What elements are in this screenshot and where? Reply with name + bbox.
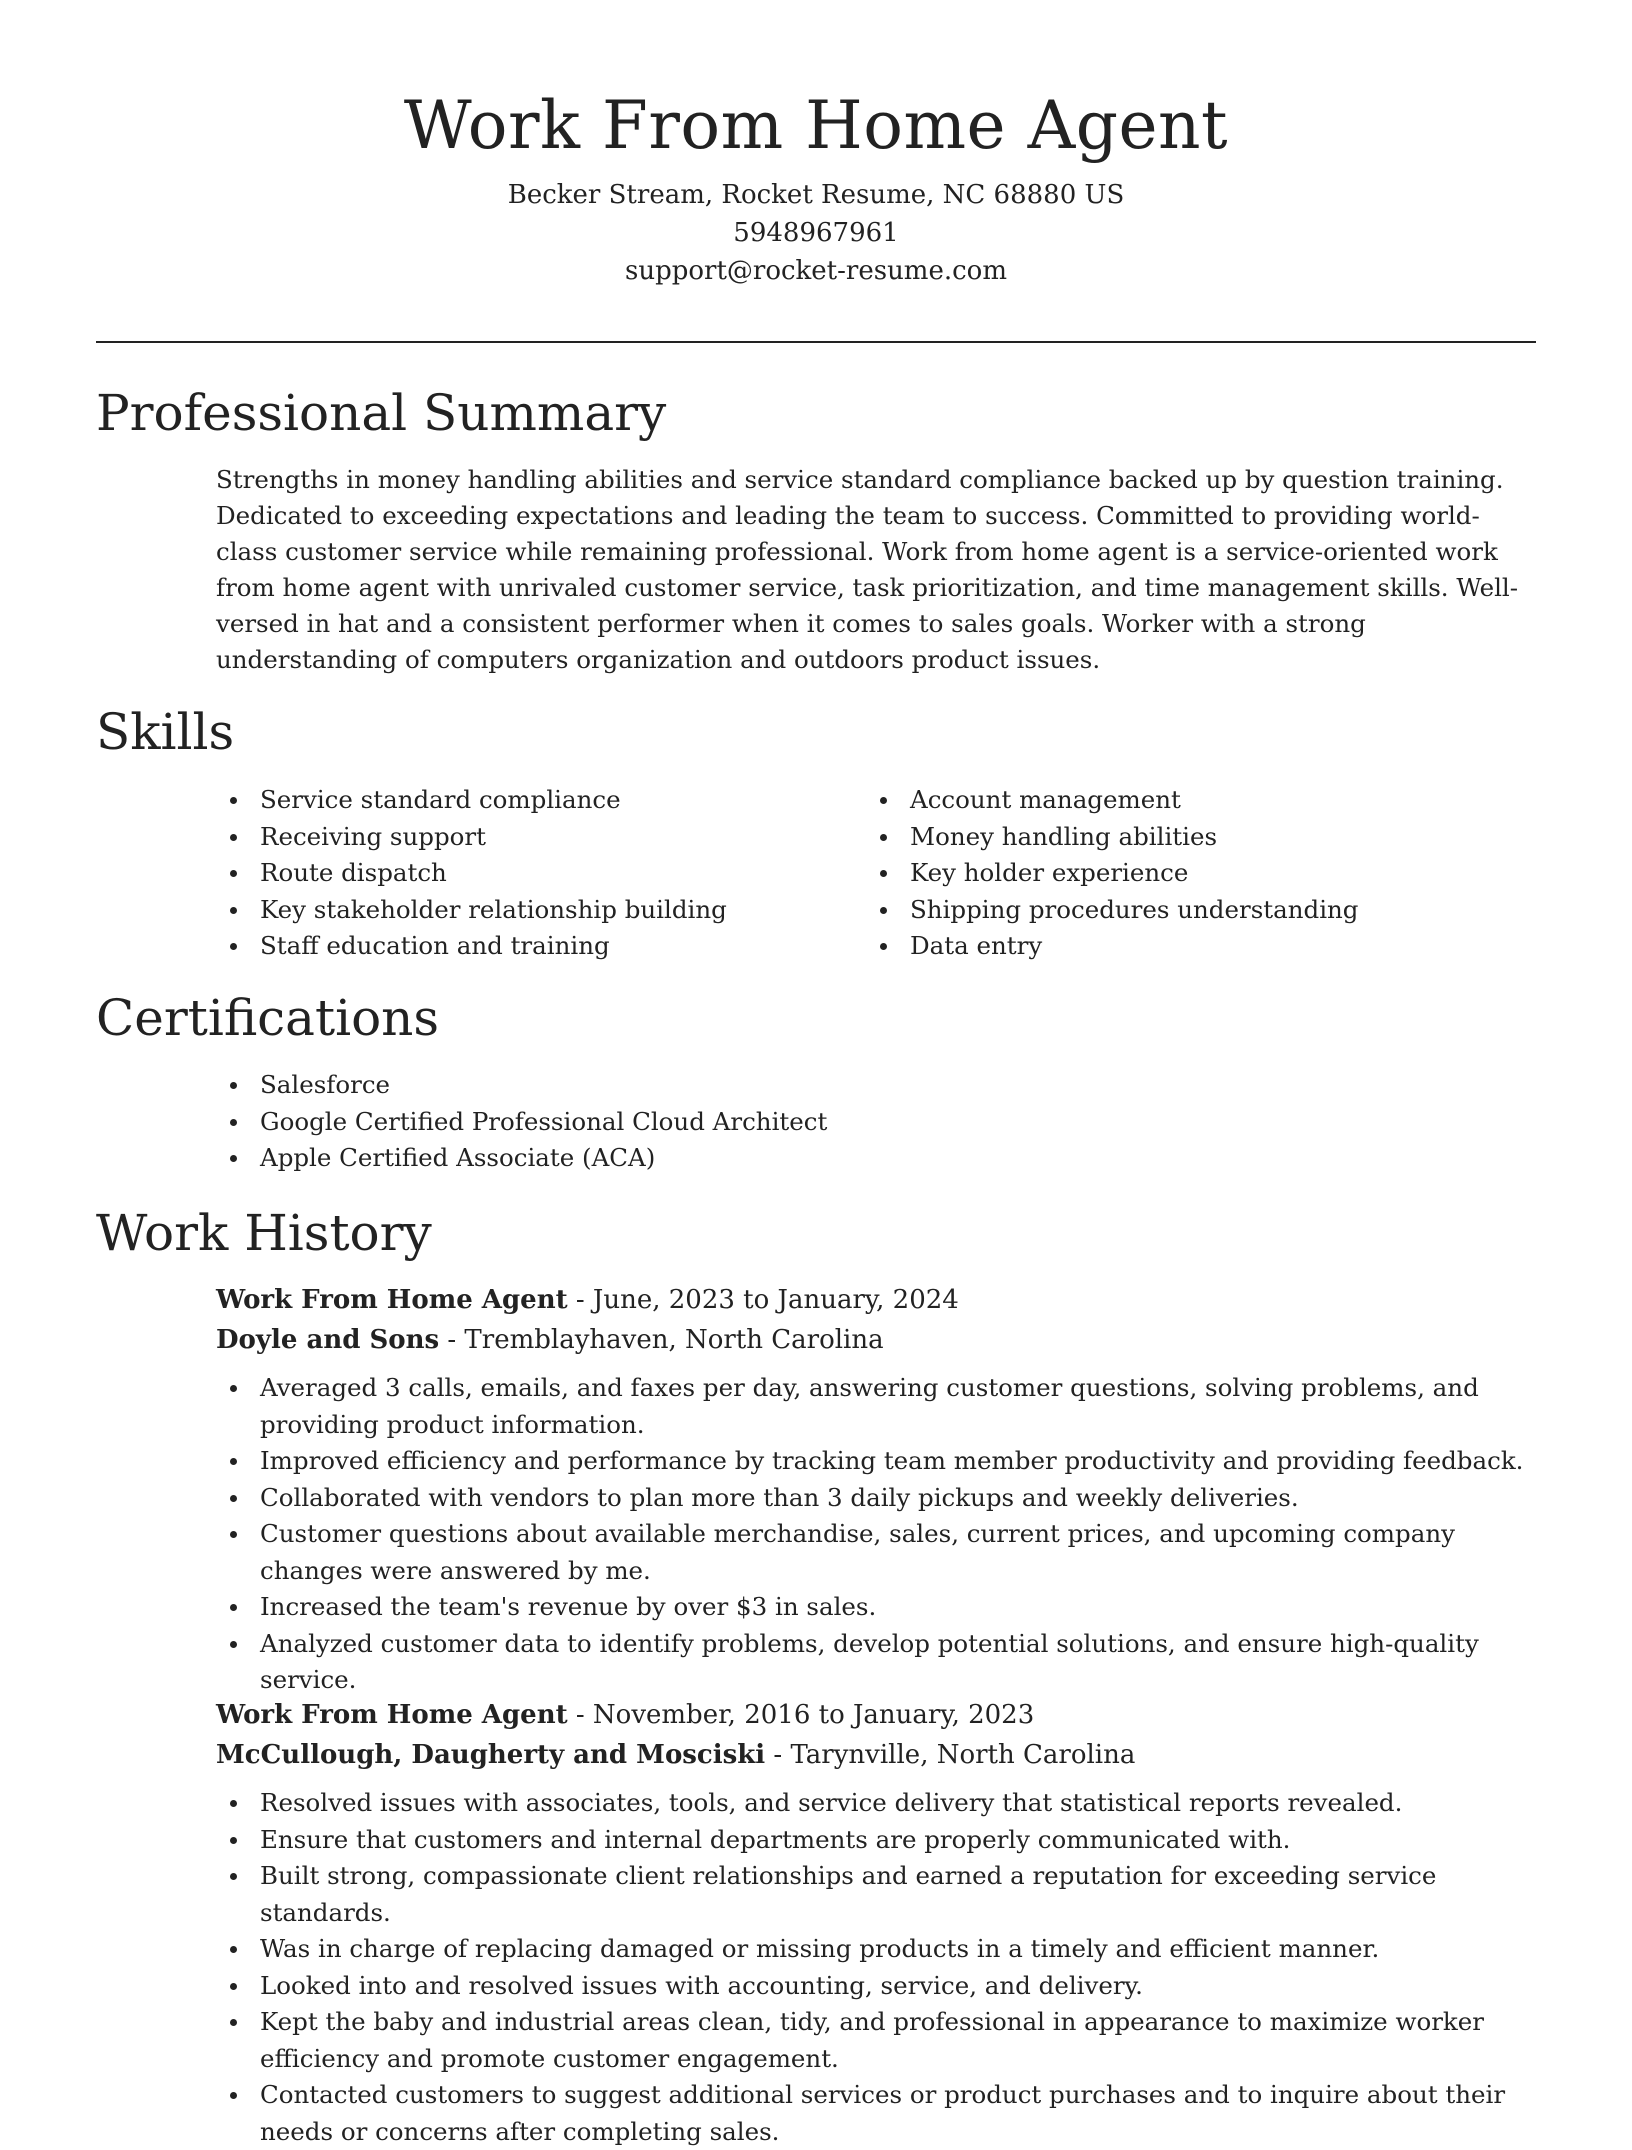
resume-header [0,0,1632,290]
skills-heading: Skills [96,703,235,761]
job-duty-item: Kept the baby and industrial areas clean, tidy, and professional in appearance to maximize worker efficiency and promote customer engagement. [216,2004,1546,2077]
skill-item: Money handling abilities [866,819,1506,856]
email-text: support@rocket-resume.com [624,256,1007,286]
skill-item: Receiving support [216,819,836,856]
job-dates: - June, 2023 to January, 2024 [567,1285,959,1315]
skill-item: Service standard compliance [216,782,836,819]
skills-right-column [866,782,1506,965]
skill-item: Route dispatch [216,855,836,892]
job-company-line [216,1320,1546,1360]
job-duty-item: Averaged 3 calls, emails, and faxes per day, answering customer questions, solving problems, and providing product information. [216,1370,1546,1443]
job-title: Work From Home Agent [216,1285,568,1315]
candidate-name: Work From Home Agent [403,87,1229,164]
company-location: - Tremblayhaven, North Carolina [439,1325,884,1355]
summary-paragraph: Strengths in money handling abilities and service standard compliance backed up by question training. Dedicated to exceeding expectations and leading the team to success. Committed to providing world-class customer service while remaining professional. Work from home agent is a service-oriented work from home agent with unrivaled customer service, task prioritization, and time management skills. Well-versed in hat and a consistent performer when it comes to sales goals. Worker with a strong understanding of computers organization and outdoors product issues. [216,465,1519,674]
job-duty-item: Contacted customers to suggest additional services or product purchases and to inquire about their needs or concerns after completing sales. [216,2077,1546,2150]
contact-info [0,176,1632,290]
address-text: Becker Stream, Rocket Resume, NC 68880 US [507,180,1125,210]
job-company-line [216,1735,1546,1775]
header-divider [96,341,1536,343]
job-entry [216,1280,1546,1699]
certification-item: Salesforce [216,1067,827,1104]
skill-item: Data entry [866,928,1506,965]
phone-text: 5948967961 [733,218,899,248]
job-title: Work From Home Agent [216,1700,568,1730]
skill-item: Key stakeholder relationship building [216,892,836,929]
work-history-heading: Work History [96,1204,432,1262]
job-duty-item: Collaborated with vendors to plan more than 3 daily pickups and weekly deliveries. [216,1480,1546,1517]
skill-item: Key holder experience [866,855,1506,892]
job-duty-item: Was in charge of replacing damaged or missing products in a timely and efficient manner. [216,1931,1546,1968]
job-duty-item: Increased the team's revenue by over $3 in sales. [216,1589,1546,1626]
job-title-line [216,1280,1546,1320]
job-duties-list [216,1785,1546,2150]
job-duty-item: Customer questions about available merchandise, sales, current prices, and upcoming company changes were answered by me. [216,1516,1546,1589]
company-location: - Tarynville, North Carolina [765,1740,1136,1770]
company-name: McCullough, Daugherty and Mosciski [216,1740,766,1770]
job-duty-item: Improved efficiency and performance by tracking team member productivity and providing feedback. [216,1443,1546,1480]
certification-item: Apple Certified Associate (ACA) [216,1140,827,1177]
job-entry [216,1695,1546,2150]
job-duty-item: Analyzed customer data to identify problems, develop potential solutions, and ensure high-quality service. [216,1626,1546,1699]
skill-item: Account management [866,782,1506,819]
job-duty-item: Built strong, compassionate client relationships and earned a reputation for exceeding service standards. [216,1858,1546,1931]
company-name: Doyle and Sons [216,1325,440,1355]
job-duty-item: Looked into and resolved issues with accounting, service, and delivery. [216,1968,1546,2005]
job-duty-item: Ensure that customers and internal departments are properly communicated with. [216,1822,1546,1859]
certifications-list [216,1067,827,1177]
job-title-line [216,1695,1546,1735]
job-duties-list [216,1370,1546,1699]
certifications-heading: Certifications [96,989,440,1047]
job-duty-item: Resolved issues with associates, tools, and service delivery that statistical reports revealed. [216,1785,1546,1822]
job-dates: - November, 2016 to January, 2023 [567,1700,1035,1730]
skill-item: Staff education and training [216,928,836,965]
summary-heading: Professional Summary [96,384,667,442]
certification-item: Google Certified Professional Cloud Architect [216,1104,827,1141]
skill-item: Shipping procedures understanding [866,892,1506,929]
skills-left-column [216,782,836,965]
